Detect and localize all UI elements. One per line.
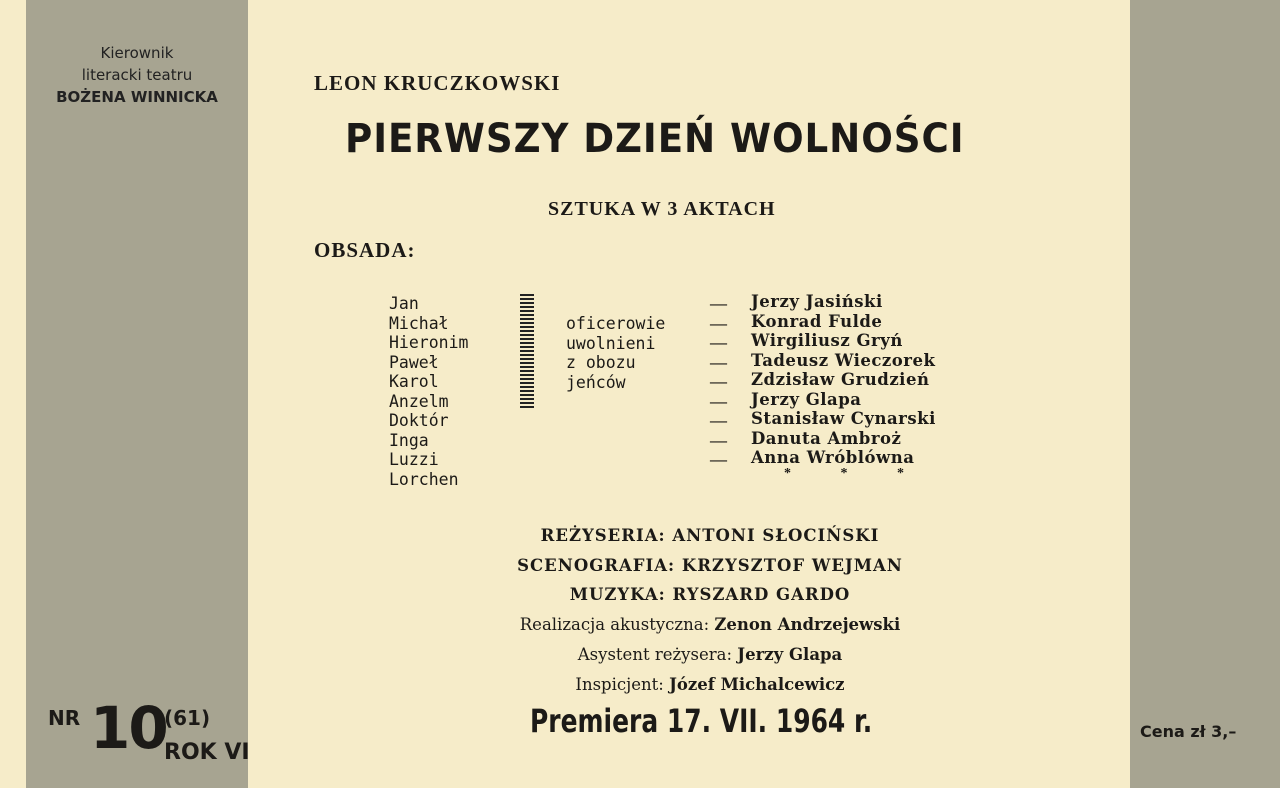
sound-name: Zenon Andrzejewski [714,615,901,634]
character-group-bracket [520,294,534,410]
sound-credit [440,615,980,634]
dash: — [710,391,727,411]
character-name: Karol [389,372,439,391]
character-name: Hieronim [389,333,469,352]
price-label: Cena zł 3,– [1140,722,1237,741]
play-title: PIERWSZY DZIEŃ WOLNOŚCI [345,116,965,162]
role-description-line: uwolnieni [566,333,656,353]
assistant-director-credit [440,645,980,664]
editor-role-line-2: literacki teatru [81,66,193,84]
issue-year: ROK VI [164,740,250,765]
asterisk-icon: * [897,466,904,481]
asterisk-icon: * [784,466,791,481]
scenography-label: SCENOGRAFIA: [517,556,676,575]
literary-director-credit [26,42,248,108]
character-name: Doktór [389,411,449,430]
actor-name: Danuta Ambroż [751,428,902,448]
assistant-director-name: Jerzy Glapa [737,645,843,664]
actor-name: Anna Wróblówna [751,448,915,467]
character-list [389,294,468,489]
music-name: RYSZARD GARDO [672,585,851,604]
cast-heading: OBSADA: [314,238,416,262]
premiere-date: Premiera 17. VII. 1964 r. [530,702,873,740]
character-name: Lorchen [389,469,459,489]
sound-label: Realizacja akustyczna: [519,615,710,634]
actor-name: Wirgiliusz Gryń [751,331,903,350]
character-name: Paweł [389,352,439,372]
stage-manager-credit [440,675,980,694]
dash: — [710,430,727,450]
scenography-name: KRZYSZTOF WEJMAN [681,556,903,575]
cast-dashes [710,294,727,470]
character-name: Michał [389,313,449,333]
music-credit [440,585,980,604]
issue-number: 10 [90,694,167,762]
editor-name: BOŻENA WINNICKA [56,88,218,106]
role-description-line: z obozu [566,353,636,372]
character-name: Inga [389,430,429,450]
actor-name: Jerzy Glapa [751,389,862,409]
actor-name: Jerzy Jasiński [751,292,883,311]
dash: — [710,333,727,352]
dash: — [710,294,727,313]
right-margin-band [1130,0,1280,788]
scenography-credit [440,556,980,575]
actor-name: Tadeusz Wieczorek [751,350,936,370]
issue-nr-label: NR [48,706,81,730]
stage-manager-label: Inspicjent: [575,675,664,694]
author-name: LEON KRUCZKOWSKI [314,71,561,95]
asterisk-icon: * [840,466,848,481]
editor-role-line-1: Kierownik [100,44,174,62]
issue-total-number: (61) [164,706,211,730]
assistant-director-label: Asystent reżysera: [577,645,733,664]
actor-name: Konrad Fulde [751,311,883,331]
direction-label: REŻYSERIA: [540,526,666,545]
role-description [566,314,665,392]
actor-list [751,292,936,468]
role-description-line: jeńców [566,372,626,392]
issue-number-block [44,694,264,780]
dash: — [710,313,727,333]
role-description-line: oficerowie [566,314,666,333]
left-margin-band [26,0,248,788]
character-name: Jan [389,294,419,313]
dash: — [710,411,727,430]
dash: — [710,352,727,372]
play-subtitle: SZTUKA W 3 AKTACH [548,198,776,220]
dash: — [710,372,727,391]
asterisk-row [784,466,904,482]
music-label: MUZYKA: [569,585,666,604]
direction-credit [440,526,980,545]
dash: — [710,450,727,469]
character-name: Anzelm [389,391,449,411]
stage-manager-name: Józef Michalcewicz [669,675,845,694]
actor-name: Stanisław Cynarski [751,409,936,428]
direction-name: ANTONI SŁOCIŃSKI [672,526,880,545]
character-name: Luzzi [389,450,439,469]
actor-name: Zdzisław Grudzień [751,370,930,389]
